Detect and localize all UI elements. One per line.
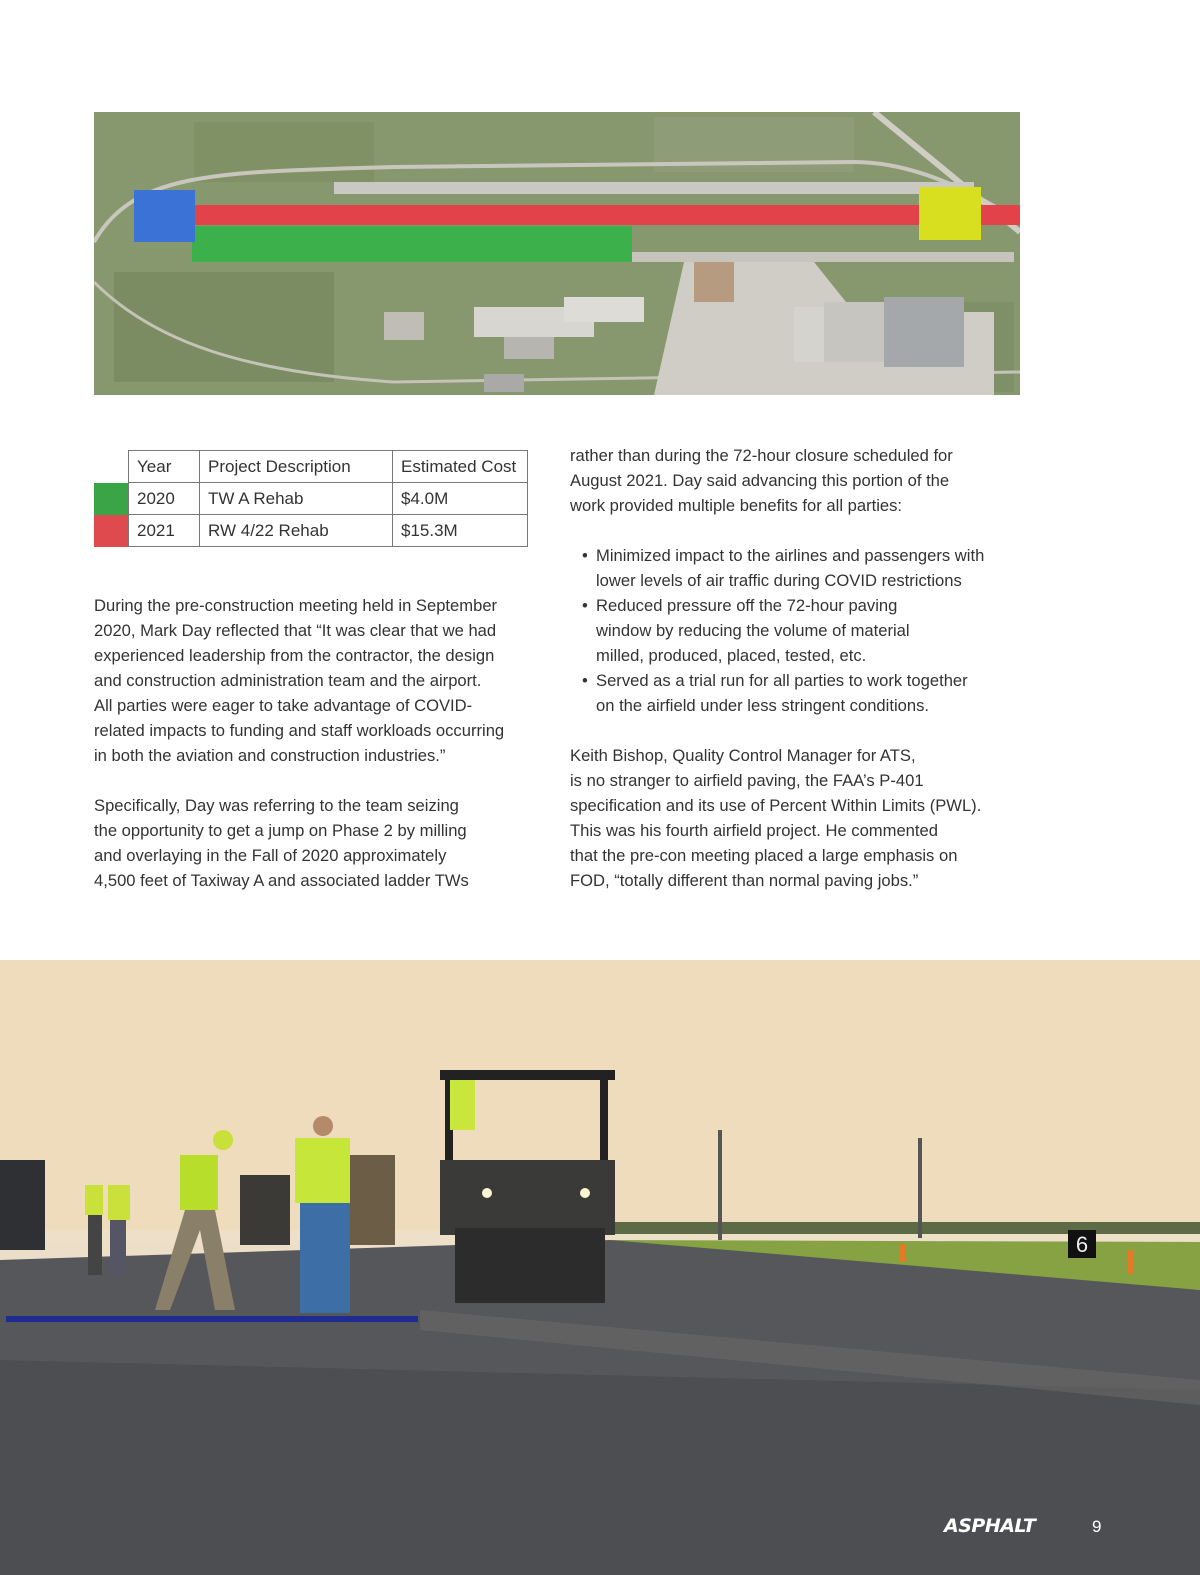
magazine-logo: ASPHALT <box>944 1515 1036 1537</box>
worker-standing <box>295 1116 350 1313</box>
runway-sign-number: 6 <box>1075 1232 1089 1257</box>
straightedge <box>6 1316 418 1322</box>
list-item: • Served as a trial run for all parties to work together on the airfield under less stringent conditions. <box>582 668 1020 718</box>
column-header-cost: Estimated Cost <box>393 451 528 483</box>
column-header-description: Project Description <box>200 451 393 483</box>
table-row <box>94 483 528 515</box>
paragraph: Specifically, Day was referring to the team seizing the opportunity to get a jump on Phase 2 by milling and overlaying in the Fall of 2020 approximately 4,500 feet of Taxiway A and associated ladder TWs <box>94 796 469 890</box>
runway-end-blue <box>134 190 195 242</box>
table-row <box>94 515 528 547</box>
page-number: 9 <box>1092 1517 1102 1536</box>
airport-aerial-map <box>94 112 1020 395</box>
legend-swatch-green <box>94 483 129 515</box>
project-cost-table <box>94 450 528 547</box>
list-item: • Reduced pressure off the 72-hour paving window by reducing the volume of material milled, produced, placed, tested, etc. <box>582 593 1020 668</box>
legend-swatch-empty <box>94 451 129 483</box>
table-cell-description: TW A Rehab <box>200 483 393 515</box>
legend-swatch-red <box>94 515 129 547</box>
paving-crew-photo <box>0 960 1200 1575</box>
table-cell-year: 2021 <box>129 515 200 547</box>
column-header-year: Year <box>129 451 200 483</box>
paragraph: During the pre-construction meeting held in September 2020, Mark Day reflected that “It was clear that we had experienced leadership from the contractor, the design and construction administration team and the airport. All parties were eager to take advantage of COVID- related impacts to funding and staff workloads occurring in both the aviation and construction industries.” <box>94 596 505 765</box>
table-cell-cost: $15.3M <box>393 515 528 547</box>
paragraph: rather than during the 72-hour closure scheduled for August 2021. Day said advancing this portion of the work provided multiple benefits for all parties: <box>570 446 953 515</box>
table-header-row <box>94 451 528 483</box>
runway-end-yellow <box>919 187 981 240</box>
paragraph: Keith Bishop, Quality Control Manager for ATS, is no stranger to airfield paving, the FAA’s P-401 specification and its use of Percent Within Limits (PWL). This was his fourth airfield project. He commented that the pre-con meeting placed a large emphasis on FOD, “totally different than normal paving jobs.” <box>570 746 982 890</box>
right-text-column <box>570 443 1020 893</box>
aerial-illustration <box>94 112 1020 395</box>
table-cell-year: 2020 <box>129 483 200 515</box>
list-item: • Minimized impact to the airlines and passengers with lower levels of air traffic during COVID restrictions <box>582 543 1020 593</box>
table-cell-cost: $4.0M <box>393 483 528 515</box>
runway-overlay-red <box>194 205 1020 225</box>
taxiway-overlay-green <box>192 226 632 262</box>
left-text-column <box>94 593 534 893</box>
table-cell-description: RW 4/22 Rehab <box>200 515 393 547</box>
benefits-list <box>570 543 1020 718</box>
paving-scene-illustration <box>0 960 1200 1575</box>
